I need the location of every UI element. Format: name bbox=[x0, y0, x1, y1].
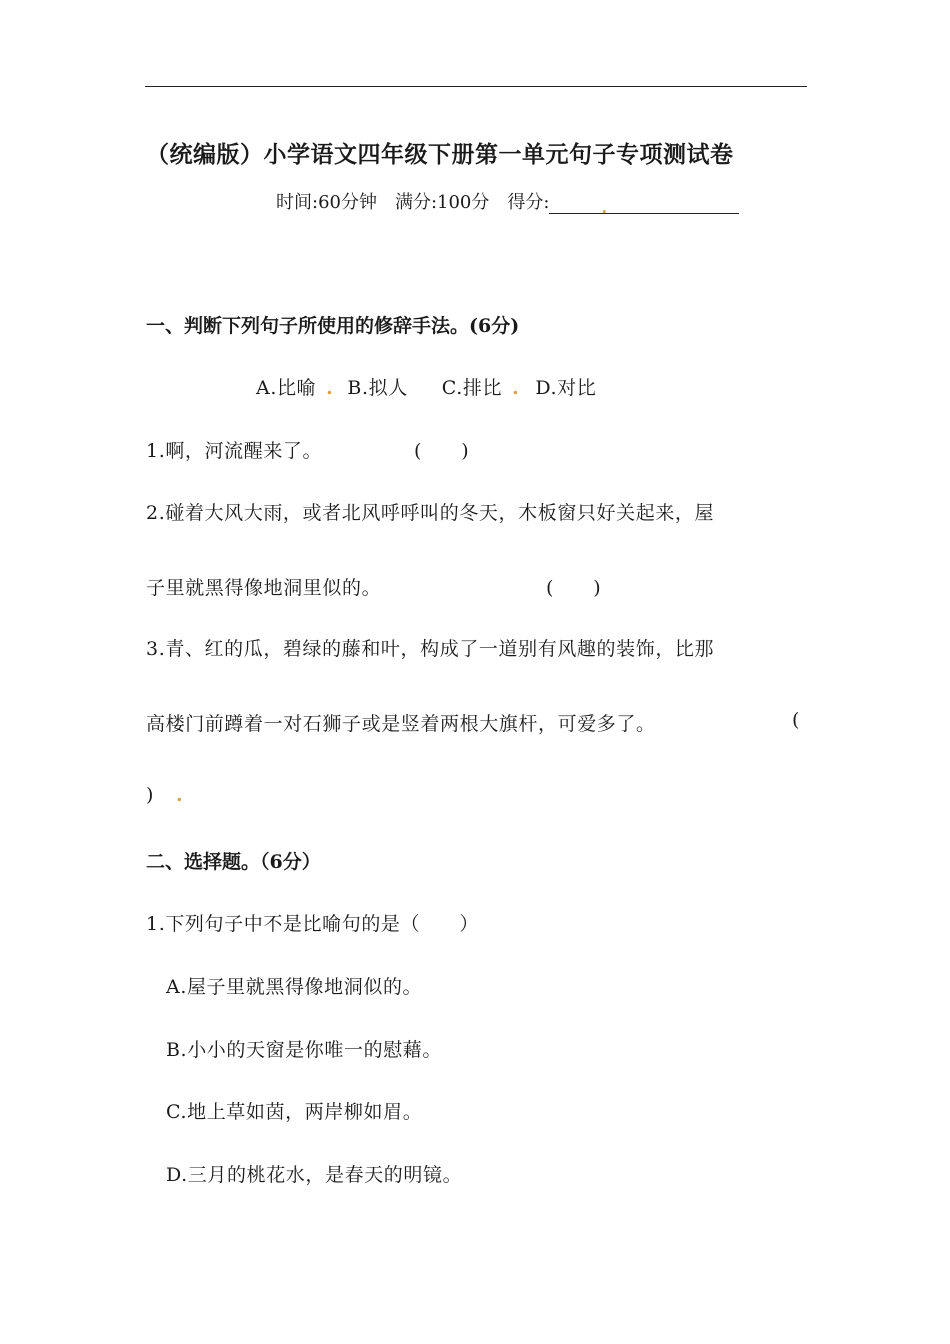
exam-meta-text: 时间:60分钟 满分:100分 得分: bbox=[276, 192, 550, 213]
section2-heading: 二、选择题。（6分） bbox=[146, 851, 321, 873]
section1-heading: 一、判断下列句子所使用的修辞手法。(6分) bbox=[146, 315, 520, 337]
s2-choice-c: C.地上草如茵，两岸柳如眉。 bbox=[166, 1101, 423, 1123]
top-rule bbox=[145, 86, 807, 87]
score-blank[interactable] bbox=[549, 195, 739, 217]
exam-meta bbox=[276, 188, 739, 217]
s1-q3-paren-close[interactable]: ) bbox=[146, 784, 155, 806]
decor-dot: . bbox=[326, 377, 334, 399]
decor-dot: . bbox=[512, 377, 520, 399]
decor-dot: . bbox=[601, 198, 608, 217]
decor-dot: . bbox=[176, 784, 184, 806]
s2-choice-d: D.三月的桃花水，是春天的明镜。 bbox=[166, 1164, 463, 1186]
option-c: C.排比 bbox=[441, 377, 503, 399]
s1-q3-paren-close-line bbox=[146, 784, 183, 806]
s1-q3-paren-open[interactable]: ( bbox=[792, 709, 801, 731]
page-title: （统编版）小学语文四年级下册第一单元句子专项测试卷 bbox=[146, 141, 734, 168]
s1-question-3-line2: 高楼门前蹲着一对石狮子或是竖着两根大旗杆，可爱多了。 bbox=[146, 713, 656, 735]
option-a: A.比喻 bbox=[256, 377, 317, 399]
rhetoric-options bbox=[256, 373, 596, 400]
s1-q1-answer-paren[interactable]: ( ) bbox=[414, 440, 470, 462]
s1-question-2-line1: 2.碰着大风大雨，或者北风呼呼叫的冬天，木板窗只好关起来，屋 bbox=[146, 502, 715, 524]
s2-choice-a: A.屋子里就黑得像地洞似的。 bbox=[166, 976, 423, 998]
option-b: B.拟人 bbox=[347, 377, 408, 399]
s1-question-1: 1.啊，河流醒来了。 bbox=[146, 440, 323, 462]
s1-question-2-line2: 子里就黑得像地洞里似的。 bbox=[146, 577, 382, 599]
s2-choice-b: B.小小的天窗是你唯一的慰藉。 bbox=[166, 1039, 443, 1061]
s2-question-1: 1.下列句子中不是比喻句的是（ ） bbox=[146, 913, 479, 935]
s1-question-3-line1: 3.青、红的瓜，碧绿的藤和叶，构成了一道别有风趣的装饰，比那 bbox=[146, 638, 715, 660]
option-d: D.对比 bbox=[535, 377, 597, 399]
s1-q2-answer-paren[interactable]: ( ) bbox=[546, 577, 602, 599]
